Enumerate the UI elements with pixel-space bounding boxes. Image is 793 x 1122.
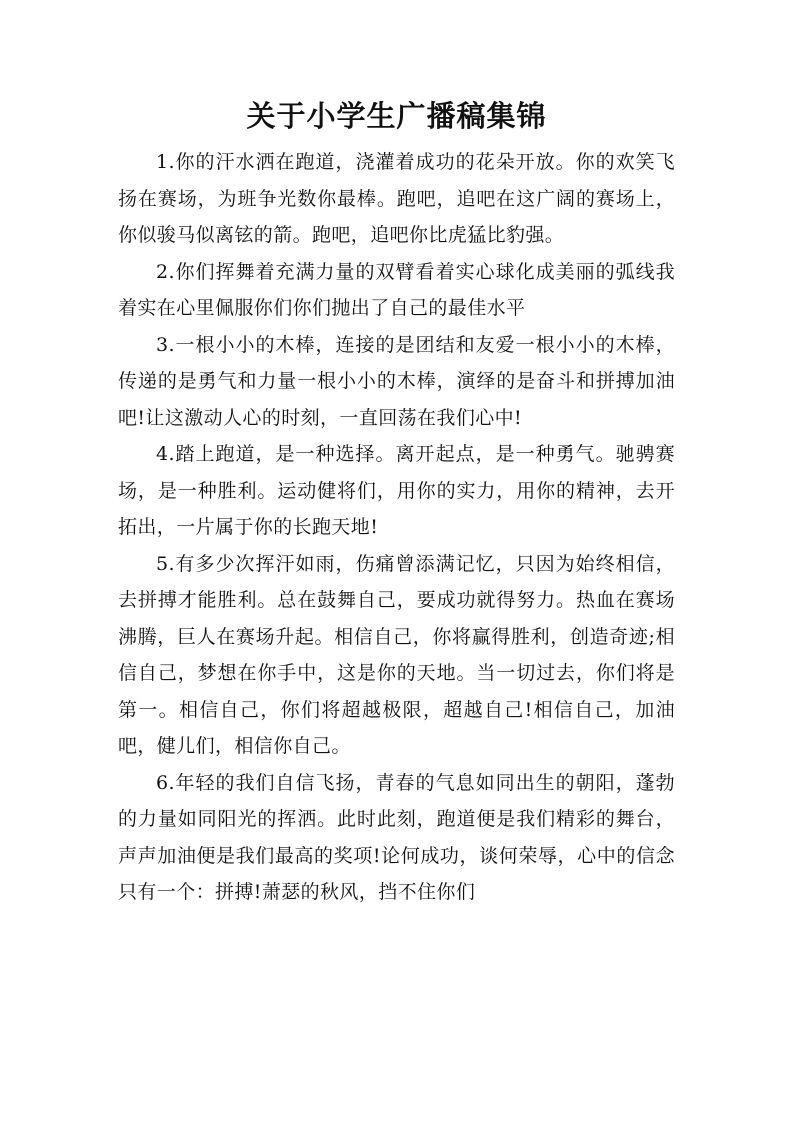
paragraph-4: 4.踏上跑道，是一种选择。离开起点，是一种勇气。驰骋赛场，是一种胜利。运动健将们，用你的实力，用你的精神，去开拓出，一片属于你的长跑天地!: [118, 443, 675, 538]
paragraph-6: 6.年轻的我们自信飞扬，青春的气息如同出生的朝阳，蓬勃的力量如同阳光的挥洒。此时此刻，跑道便是我们精彩的舞台，声声加油便是我们最高的奖项!论何成功，谈何荣辱，心中的信念只有一个：拼搏!萧瑟的秋风，挡不住你们: [118, 771, 675, 903]
document-body: [118, 144, 675, 911]
paragraph-5: 5.有多少次挥汗如雨，伤痛曾添满记忆，只因为始终相信，去拼搏才能胜利。总在鼓舞自己，要成功就得努力。热血在赛场沸腾，巨人在赛场升起。相信自己，你将赢得胜利，创造奇迹;相信自己，梦想在你手中，这是你的天地。当一切过去，你们将是第一。相信自己，你们将超越极限，超越自己!相信自己，加油吧，健儿们，相信你自己。: [118, 552, 675, 757]
paragraph-1: 1.你的汗水洒在跑道，浇灌着成功的花朵开放。你的欢笑飞扬在赛场，为班争光数你最棒。跑吧，追吧在这广阔的赛场上，你似骏马似离铉的箭。跑吧，追吧你比虎猛比豹强。: [118, 151, 675, 246]
document-title: 关于小学生广播稿集锦: [246, 99, 547, 133]
paragraph-2: 2.你们挥舞着充满力量的双臂看着实心球化成美丽的弧线我着实在心里佩服你们你们抛出了自己的最佳水平: [118, 260, 675, 319]
paragraph-3: 3.一根小小的木棒，连接的是团结和友爱一根小小的木棒，传递的是勇气和力量一根小小的木棒，演绎的是奋斗和拼搏加油吧!让这激动人心的时刻，一直回荡在我们心中!: [118, 333, 675, 429]
